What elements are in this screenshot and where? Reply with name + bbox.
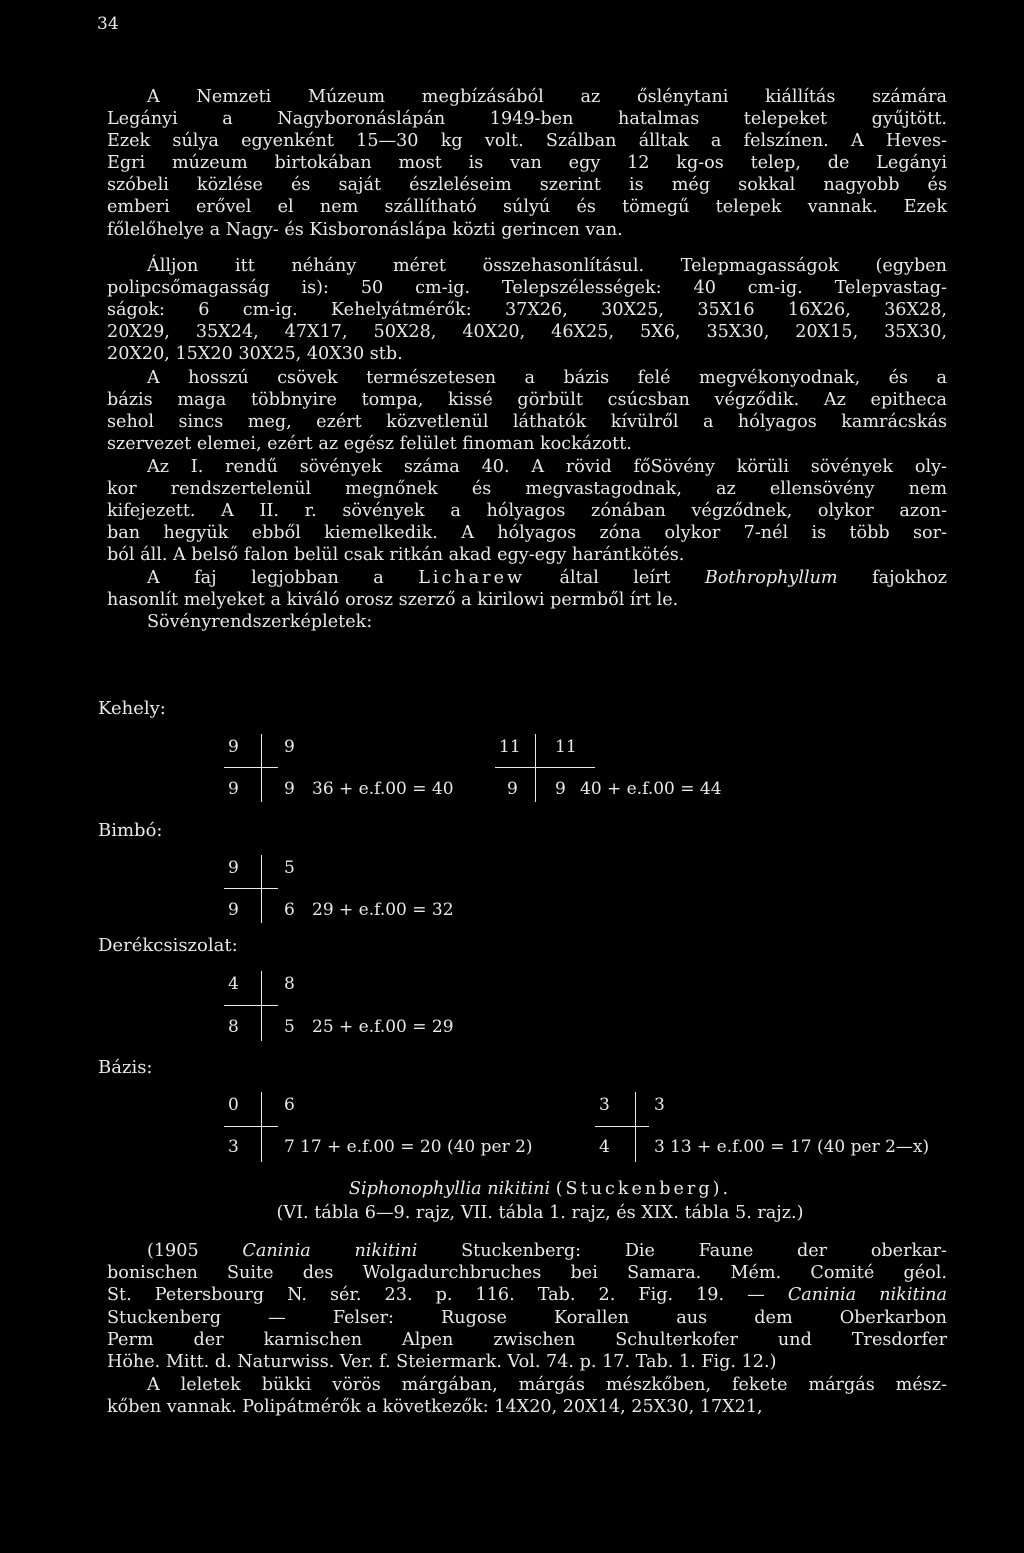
formula-heading: Sövényrendszerképletek: [147, 612, 373, 633]
page-number: 34 [97, 14, 119, 34]
text-line: ban hegyük ebből kiemelkedik. A hólyagos zóna olykor 7-nél is több sor- [107, 523, 947, 544]
formula-cell: 3 [654, 1137, 665, 1157]
text-line: ságok: 6 cm-ig. Kehelyátmérők: 37X26, 30X25, 35X16 16X26, 36X28, [107, 300, 947, 321]
author-name: Licharew [418, 568, 526, 588]
text-fragment: (1905 [147, 1241, 243, 1261]
paragraph-2 [107, 255, 947, 365]
species-author: (Stuckenberg). [555, 1179, 732, 1199]
text-line [107, 567, 947, 589]
formula-cell: 8 [284, 974, 295, 994]
text-line: kifejezett. A II. r. sövények a hólyagos zónában végződnek, olykor azon- [107, 501, 947, 522]
text-line: Álljon itt néhány méret összehasonlításul. Telepmagasságok (egyben [147, 256, 947, 276]
text-fragment: St. Petersbourg N. sér. 23. p. 116. Tab. 2. Fig. 19. — [107, 1285, 788, 1306]
paragraph-5 [107, 567, 947, 633]
formula-divider [535, 734, 536, 802]
formula-rule [224, 1126, 278, 1127]
text-line: bázis maga többnyire tompa, kissé görbült csúcsban végződik. Az epitheca [107, 390, 947, 411]
formula-divider [261, 971, 262, 1041]
text-line: szervezet elemei, ezért az egész felület finoman kockázott. [107, 434, 632, 455]
formula-rule [495, 767, 595, 768]
formula-cell: 5 [284, 858, 295, 878]
formula-cell: 5 [284, 1017, 295, 1037]
formula-sum: 13 + e.f.00 = 17 (40 per 2—x) [670, 1137, 930, 1157]
formula-cell: 9 [228, 900, 239, 920]
formula-cell: 4 [599, 1137, 610, 1157]
text-line: Az I. rendű sövények száma 40. A rövid főSövény körüli sövények oly- [147, 457, 947, 477]
text-fragment: A faj legjobban a [147, 568, 419, 588]
formula-cell: 11 [499, 737, 521, 757]
text-line: hasonlít melyeket a kiváló orosz szerző a kirilowi permből írt le. [107, 590, 679, 611]
text-line: Perm der karnischen Alpen zwischen Schulterkofer und Tresdorfer [107, 1329, 947, 1350]
formula-cell: 6 [284, 900, 295, 920]
formula-cell: 9 [284, 737, 295, 757]
label-derek: Derékcsiszolat: [98, 935, 238, 956]
text-fragment: által leírt [525, 568, 705, 588]
species-plates: (VI. tábla 6—9. rajz, VII. tábla 1. rajz, és XIX. tábla 5. rajz.) [276, 1203, 804, 1223]
species-italic: Siphonophyllia nikitini [348, 1179, 551, 1199]
paragraph-1 [107, 86, 947, 241]
text-line: ból áll. A belső falon belül csak ritkán akad egy-egy harántkötés. [107, 545, 685, 566]
formula-cell: 8 [228, 1017, 239, 1037]
formula-cell: 4 [228, 974, 239, 994]
formula-cell: 6 [284, 1095, 295, 1115]
formula-cell: 7 [284, 1137, 295, 1157]
text-line: A hosszú csövek természetesen a bázis felé megvékonyodnak, és a [147, 368, 947, 388]
text-line: főlelőhelye a Nagy- és Kisboronáslápa közti gerincen van. [107, 219, 623, 240]
formula-rule [595, 1126, 649, 1127]
formula-cell: 9 [228, 858, 239, 878]
formula-divider [635, 1092, 636, 1162]
text-line [107, 1240, 947, 1262]
formula-cell: 11 [555, 737, 577, 757]
formula-rule [224, 767, 278, 768]
formula-cell: 9 [228, 737, 239, 757]
paragraph-final [107, 1374, 947, 1418]
text-line: kőben vannak. Polipátmérők a következők: 14X20, 20X14, 25X30, 17X21, [107, 1397, 763, 1418]
text-line: Ezek súlya egyenként 15—30 kg volt. Szálban álltak a felszínen. A Heves- [107, 131, 947, 152]
formula-sum: 25 + e.f.00 = 29 [312, 1017, 454, 1037]
formula-cell: 9 [284, 779, 295, 799]
formula-cell: 3 [228, 1137, 239, 1157]
label-bimbo: Bimbó: [98, 820, 163, 841]
text-fragment: Stuckenberg: Die Faune der oberkar- [417, 1241, 948, 1261]
formula-cell: 0 [228, 1095, 239, 1115]
text-line: sehol sincs meg, ezért közvetlenül láthatók kívülről a hólyagos kamrácskás [107, 412, 947, 433]
text-line: polipcsőmagasság is): 50 cm-ig. Telepszélességek: 40 cm-ig. Telepvastag- [107, 278, 947, 299]
formula-sum: 17 + e.f.00 = 20 (40 per 2) [300, 1137, 533, 1157]
formula-rule [224, 888, 278, 889]
paragraph-4 [107, 456, 947, 566]
paragraph-3 [107, 367, 947, 455]
synonymy-reference [107, 1240, 947, 1373]
text-line: 20X20, 15X20 30X25, 40X30 stb. [107, 344, 403, 365]
formula-cell: 9 [507, 779, 518, 799]
text-line: 20X29, 35X24, 47X17, 50X28, 40X20, 46X25, 5X6, 35X30, 20X15, 35X30, [107, 322, 947, 343]
text-line: A leletek bükki vörös márgában, márgás mészkőben, fekete márgás mész- [147, 1375, 947, 1395]
text-line: bonischen Suite des Wolgadurchbruches bei Samara. Mém. Comité géol. [107, 1263, 947, 1284]
genus-name: Bothrophyllum [704, 568, 838, 588]
label-bazis: Bázis: [98, 1057, 153, 1078]
text-line: Legányi a Nagyboronáslápán 1949-ben hatalmas telepeket gyűjtött. [107, 109, 947, 130]
text-line [107, 1284, 947, 1306]
formula-cell: 3 [654, 1095, 665, 1115]
text-line: kor rendszertelenül megnőnek és megvastagodnak, az ellensövény nem [107, 479, 947, 500]
text-fragment: fajokhoz [837, 568, 947, 588]
text-line: A Nemzeti Múzeum megbízásából az őslénytani kiállítás számára [147, 87, 947, 107]
species-name [180, 1178, 900, 1200]
text-line: Egri múzeum birtokában most is van egy 12 kg-os telep, de Legányi [107, 153, 947, 174]
text-line: emberi erővel el nem szállítható súlyú és tömegű telepek vannak. Ezek [107, 197, 947, 218]
species-italic: Caninia nikitina [787, 1285, 947, 1306]
label-kehely: Kehely: [98, 698, 166, 719]
text-line: szóbeli közlése és saját észleléseim szerint is még sokkal nagyobb és [107, 175, 947, 196]
formula-cell: 3 [599, 1095, 610, 1115]
species-italic: Caninia nikitini [242, 1241, 418, 1261]
formula-divider [261, 855, 262, 923]
formula-cell: 9 [555, 779, 566, 799]
text-line: Stuckenberg — Felser: Rugose Korallen aus dem Oberkarbon [107, 1307, 947, 1328]
formula-rule [224, 1005, 278, 1006]
formula-sum: 40 + e.f.00 = 44 [580, 779, 722, 799]
formula-divider [261, 734, 262, 802]
formula-sum: 29 + e.f.00 = 32 [312, 900, 454, 920]
text-line: Höhe. Mitt. d. Naturwiss. Ver. f. Steiermark. Vol. 74. p. 17. Tab. 1. Fig. 12.) [107, 1352, 777, 1373]
formula-divider [261, 1092, 262, 1162]
formula-cell: 9 [228, 779, 239, 799]
formula-sum: 36 + e.f.00 = 40 [312, 779, 454, 799]
